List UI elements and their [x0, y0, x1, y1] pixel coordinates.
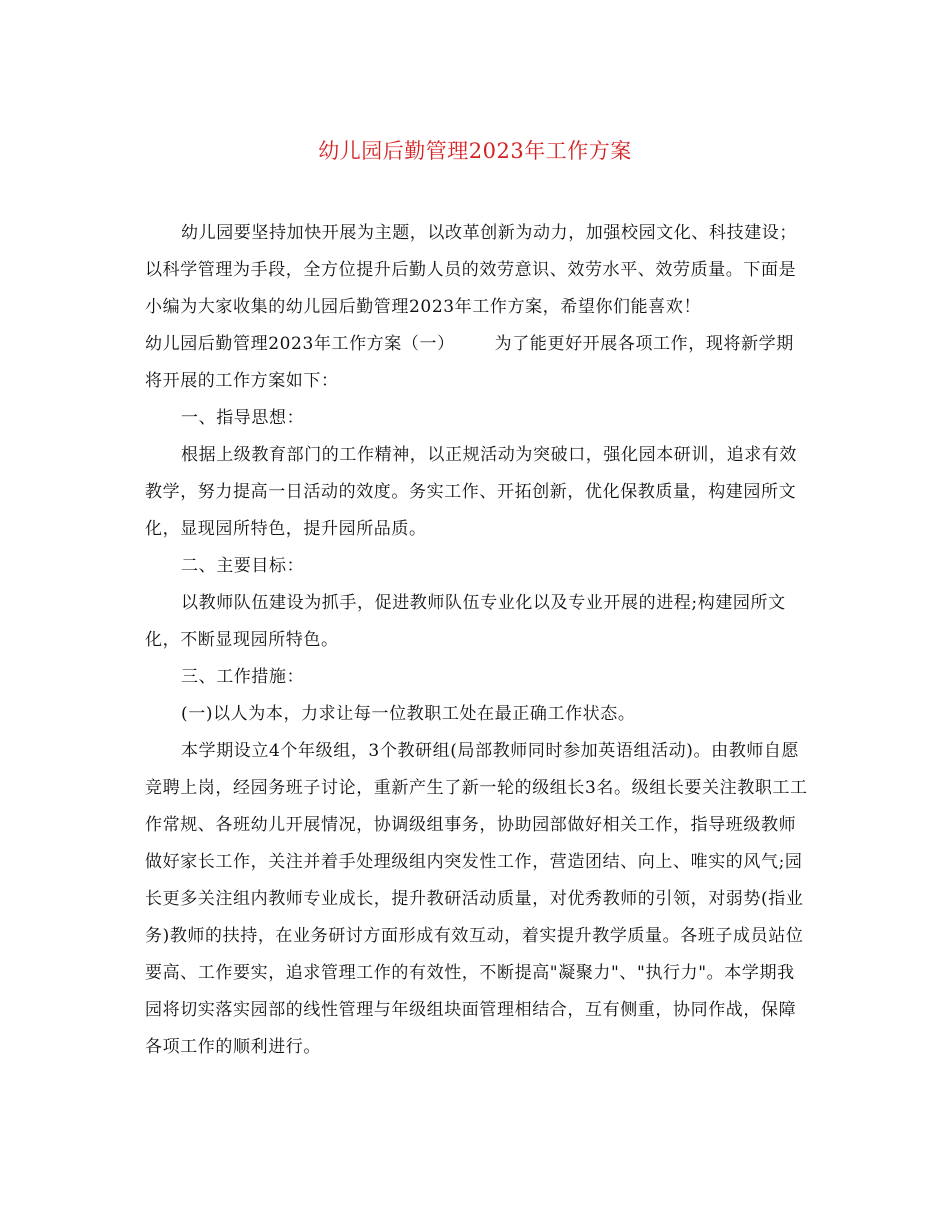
section2-paragraph: 以教师队伍建设为抓手，促进教师队伍专业化以及专业开展的进程;构建园所文化，不断显现园所特色。 [145, 593, 786, 650]
document-body [145, 215, 810, 1066]
intro-paragraph: 幼儿园要坚持加快开展为主题，以改革创新为动力，加强校园文化、科技建设；以科学管理为手段，全方位提升后勤人员的效劳意识、效劳水平、效劳质量。下面是小编为大家收集的幼儿园后勤管理2023年工作方案，希望你们能喜欢！ [145, 223, 797, 317]
section3-paragraph: 本学期设立4个年级组，3个教研组(局部教师同时参加英语组活动)。由教师自愿竞聘上岗，经园务班子讨论，重新产生了新一轮的级组长3名。级组长要关注教职工工作常规、各班幼儿开展情况，协调级组事务，协助园部做好相关工作，指导班级教师做好家长工作，关注并着手处理级组内突发性工作，营造团结、向上、唯实的风气;园长更多关注组内教师专业成长，提升教研活动质量，对优秀教师的引领，对弱势(指业务)教师的扶持，在业务研讨方面形成有效互动，着实提升教学质量。各班子成员站位要高、工作要实，追求管理工作的有效性，不断提高"凝聚力"、"执行力"。本学期我园将切实落实园部的线性管理与年级组块面管理相结合，互有侧重，协同作战，保障各项工作的顺利进行。 [145, 741, 808, 1057]
section1-heading: 一、指导思想： [181, 408, 305, 428]
plan-lead: 为了能更好开展各项工作，现将新学期将开展的工作方案如下： [145, 334, 794, 391]
plan-heading-line [145, 326, 810, 400]
document-title: 幼儿园后勤管理2023年工作方案 [318, 139, 632, 163]
plan-heading: 幼儿园后勤管理2023年工作方案（一） [145, 334, 455, 354]
section3-subheading: (一)以人为本，力求让每一位教职工处在最正确工作状态。 [181, 704, 636, 724]
section3-heading: 三、工作措施： [181, 667, 305, 687]
section2-heading: 二、主要目标： [181, 556, 305, 576]
section1-paragraph: 根据上级教育部门的工作精神，以正规活动为突破口，强化园本研训，追求有效教学，努力提高一日活动的效度。务实工作、开拓创新，优化保教质量，构建园所文化，显现园所特色，提升园所品质。 [145, 445, 797, 539]
